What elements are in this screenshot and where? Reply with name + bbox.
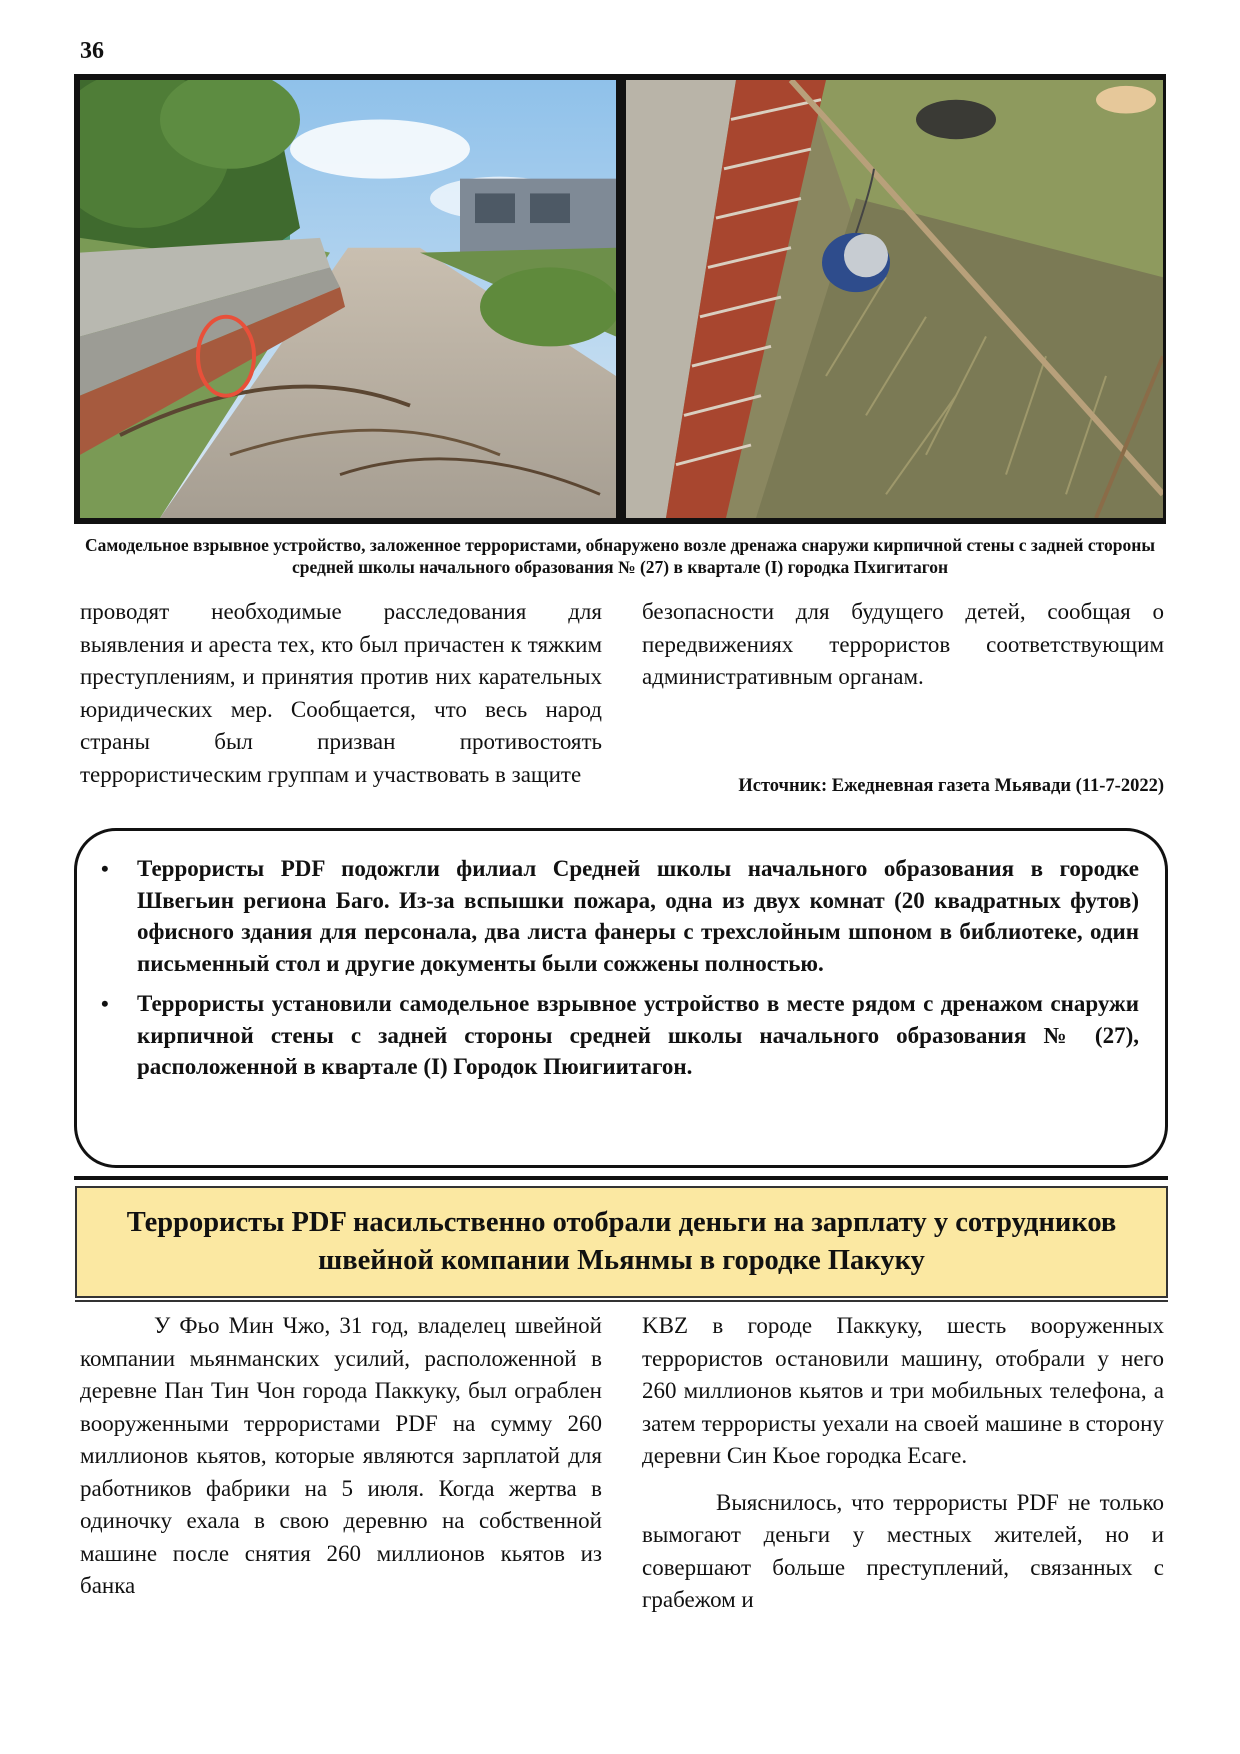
article-continued-right [642,596,1164,694]
summary-item [101,853,1139,979]
page-number: 36 [80,38,104,64]
article-paragraph: безопасности для будущего детей, сообщая о передвижениях террористов соответствующим административным органам. [642,599,1164,689]
summary-item-text: Террористы установили самодельное взрывное устройство в месте рядом с дренажом снаружи кирпичной стены с задней стороны средней школы начального образования № (27), расположенной в квартале (I) Городок Пюигиитагон. [137,991,1139,1079]
photo-frame [74,74,1166,524]
brick-wall-device-photo [626,80,1163,518]
article-continued-left [80,596,602,791]
headline-box [75,1186,1168,1298]
article-paragraph: KBZ в городе Паккуку, шесть вооруженных террористов остановили машину, отобрали у него 260 миллионов кьятов и три мобильных телефона, а затем террористы уехали на своей машине в сторону деревни Син Кьое городка Есаге. [642,1313,1164,1468]
article-source: Источник: Ежедневная газета Мьявади (11-7-2022) [738,776,1164,796]
article-body-left [80,1310,602,1603]
article-paragraph: Выяснилось, что террористы PDF не только вымогают деньги у местных жителей, но и совершают больше преступлений, связанных с грабежом и [642,1489,1164,1612]
summary-list [77,831,1165,1083]
article-body-right [642,1310,1164,1617]
article-paragraph: У Фьо Мин Чжо, 31 год, владелец швейной компании мьянманских усилий, расположенной в деревне Пан Тин Чон города Паккуку, был ограблен вооруженными террористами PDF на сумму 260 миллионов кьятов, которые являются зарплатой для работников фабрики на 5 июля. Когда жертва в одиночку ехала в свою деревню на собственной машине после снятия 260 миллионов кьятов из банка [80,1313,602,1598]
road-drainage-photo [80,80,616,518]
bullet-icon: • [101,856,109,881]
photo-caption: Самодельное взрывное устройство, заложенное террористами, обнаружено возле дренажа снаружи кирпичной стены с задней стороны средней школы начального образования № (27) в квартале (I) городка Пхигитагон [85,535,1155,577]
summary-item-text: Террористы PDF подожгли филиал Средней школы начального образования в городке Швегьин региона Баго. Из-за вспышки пожара, одна из двух комнат (20 квадратных футов) офисного здания для персонала, два листа фанеры с трехслойным шпоном в библиотеке, один письменный стол и другие документы были сожжены полностью. [137,856,1139,976]
article-paragraph: проводят необходимые расследования для выявления и ареста тех, кто был причастен к тяжким преступлениям, и принятия против них карательных юридических мер. Сообщается, что весь народ страны был призван противостоять террористическим группам и участвовать в защите [80,599,602,787]
summary-item [101,988,1139,1083]
article-headline: Террористы PDF насильственно отобрали деньги на зарплату у сотрудников швейной компании Мьянмы в городке Пакуку [126,1207,1117,1276]
section-divider [74,1176,1168,1180]
headline-underline [75,1300,1168,1302]
summary-box [74,828,1168,1168]
bullet-icon: • [101,991,109,1016]
